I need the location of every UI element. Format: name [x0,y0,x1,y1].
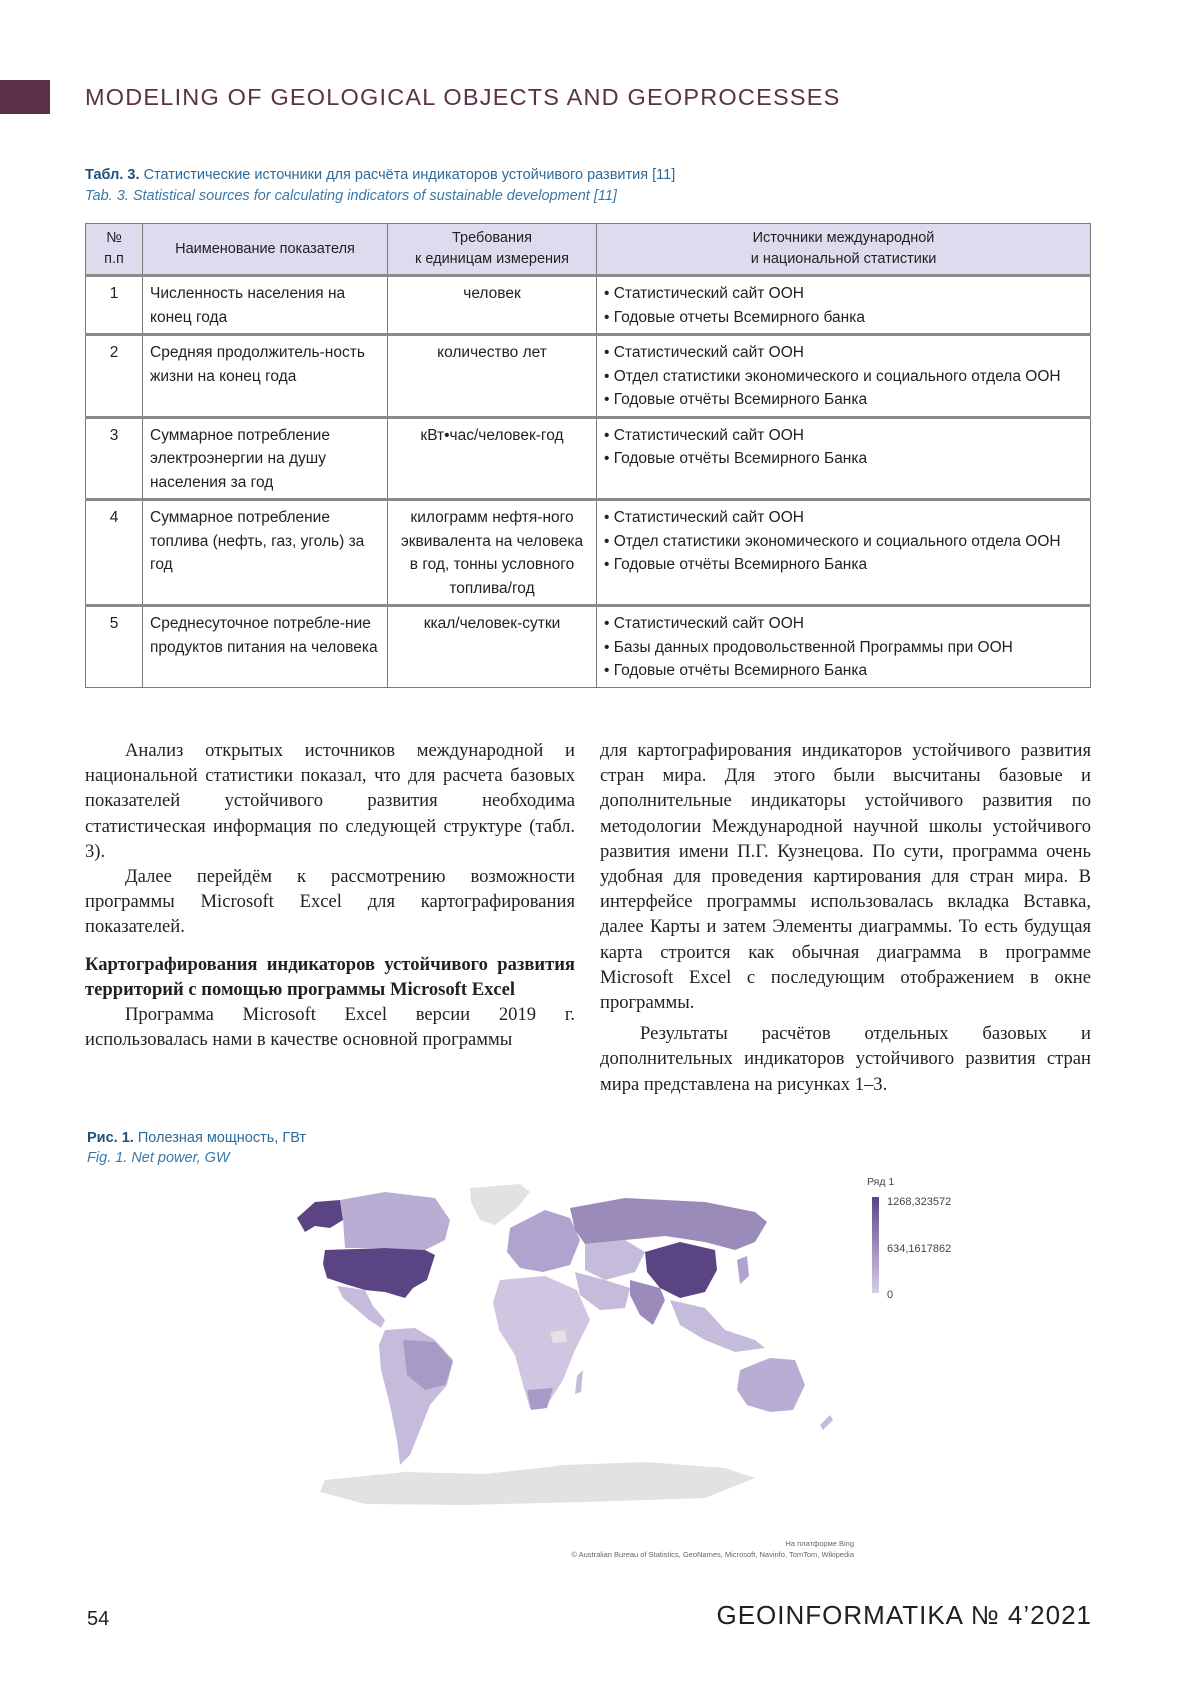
table-caption-en: Tab. 3. Statistical sources for calculating indicators of sustainable development [11] [85,188,617,204]
greenland [470,1184,530,1225]
table-row: 1 Численность населения на конец года человек • Статистический сайт ООН • Годовые отчеты Всемирного банка [86,276,1091,335]
statistical-sources-table [85,223,1091,688]
header-units: Требования к единицам измерения [388,224,597,276]
alaska [297,1200,343,1232]
paragraph: Результаты расчётов отдельных базовых и дополнительных индикаторов устойчивого развития стран мира представлена на рисунках 1–3. [600,1023,1091,1095]
mexico [337,1286,385,1328]
map-attribution: © Australian Bureau of Statistics, GeoNames, Microsoft, Navinfo, TomTom, Wikipedia [571,1550,854,1559]
table-row: 4 Суммарное потребление топлива (нефть, газ, уголь) за год килограмм нефтя-ного эквивалента на человека в год, тонны условного топлива/год • Статистический сайт ООН • Отдел статистики экономического и социального отдела ООН • Годовые отчёты Всемирного Банка [86,500,1091,606]
paragraph: Программа Microsoft Excel версии 2019 г. использовалась нами в качестве основной программы [85,1004,575,1051]
antarctica [320,1462,755,1505]
canada [340,1192,450,1250]
figure-caption-ru: Рис. 1. Полезная мощность, ГВт [87,1130,307,1146]
new-zealand [820,1415,833,1430]
table-row: 3 Суммарное потребление электроэнергии на душу населения за год кВт•час/человек-год • Статистический сайт ООН • Годовые отчёты Всемирного Банка [86,417,1091,500]
world-choropleth-map [285,1180,865,1530]
paragraph: Анализ открытых источников международной и национальной статистики показал, что для расчета базовых показателей устойчивого развития необходима статистическая информация по следующей структуре (табл. 3). [85,740,575,862]
central-asia [585,1240,645,1280]
figure-caption [87,1128,306,1168]
map-platform-note: На платформе Bing [785,1539,854,1548]
table-row: 2 Средняя продолжитель-ность жизни на конец года количество лет • Статистический сайт ООН • Отдел статистики экономического и социального отдела ООН • Годовые отчёты Всемирного Банка [86,335,1091,418]
legend-min-label: 0 [887,1289,894,1301]
japan [737,1256,749,1284]
australia [737,1358,805,1412]
paragraph: для картографирования индикаторов устойчивого развития стран мира. Для этого были высчитаны базовые и дополнительные индикаторы устойчивого развития по методологии Международной научной школы устойчивого развития имени П.Г. Кузнецова. По сути, программа очень удобная для проведения картирования для стран мира. В интерфейсе программы использовалась вкладка Вставка, далее Карты и затем Элементы диаграммы. То есть будущая карта строится как обычная диаграмма в программе Microsoft Excel с последующим отображением в окне программы. [600,740,1091,1014]
south-sudan-nodata [550,1330,567,1343]
table-row: 5 Среднесуточное потребле-ние продуктов питания на человека ккал/человек-сутки • Статистический сайт ООН • Базы данных продовольственной Программы при ООН • Годовые отчёты Всемирного Банка [86,606,1091,688]
legend-mid-label: 634,1617862 [887,1243,952,1255]
header-num: № п.п [86,224,143,276]
paragraph: Далее перейдём к рассмотрению возможности программы Microsoft Excel для картографирования показателей. [85,866,575,938]
south-africa [527,1388,553,1410]
table-caption-ru: Табл. 3. Статистические источники для расчёта индикаторов устойчивого развития [11] [85,167,676,183]
legend-max-label: 1268,323572 [887,1196,952,1208]
legend-color-scale [872,1197,879,1293]
header-name: Наименование показателя [143,224,388,276]
southeast-asia [670,1300,765,1352]
section-color-block [0,80,50,114]
section-title: MODELING OF GEOLOGICAL OBJECTS AND GEOPROCESSES [85,84,841,110]
body-right-column [600,738,1091,1097]
table-header-row [86,224,1091,276]
header-sources: Источники международной и национальной статистики [597,224,1091,276]
russia [570,1198,767,1250]
figure-caption-en: Fig. 1. Net power, GW [87,1150,230,1166]
africa [493,1276,590,1408]
journal-name: GEOINFORMATIKA № 4’2021 [716,1600,1092,1630]
legend-title: Ряд 1 [867,1176,895,1188]
europe [507,1210,580,1272]
madagascar [575,1370,583,1394]
page-number: 54 [87,1608,110,1630]
body-left-column [85,738,575,1052]
section-subheading: Картографирования индикаторов устойчивого развития территорий с помощью программы Microsoft Excel [85,953,575,1000]
